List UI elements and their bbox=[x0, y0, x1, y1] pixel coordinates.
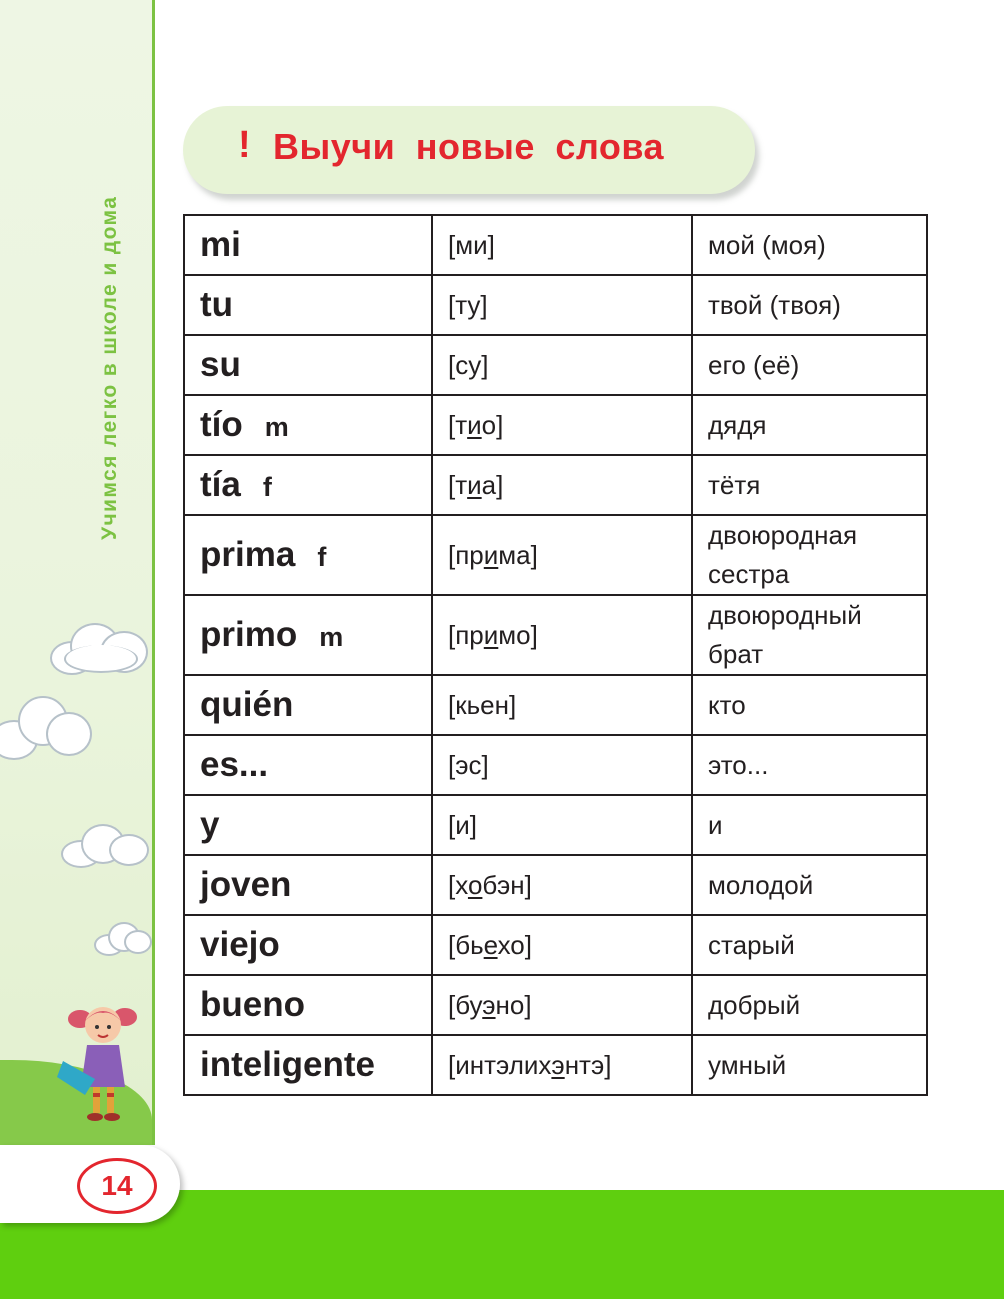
stressed-vowel: и bbox=[483, 619, 499, 650]
spanish-word-cell bbox=[184, 915, 432, 975]
spanish-word-cell bbox=[184, 1035, 432, 1095]
pronunciation-text: бэн] bbox=[482, 869, 532, 900]
pronunciation-cell bbox=[432, 515, 692, 595]
stressed-vowel: и bbox=[467, 409, 482, 440]
table-row bbox=[184, 675, 927, 735]
translation: твой (твоя) bbox=[708, 289, 841, 320]
pronunciation-cell bbox=[432, 215, 692, 275]
pronunciation-cell bbox=[432, 795, 692, 855]
spanish-word-cell bbox=[184, 275, 432, 335]
translation-cell bbox=[692, 855, 927, 915]
spanish-word: prima bbox=[200, 535, 296, 574]
translation-cell bbox=[692, 735, 927, 795]
table-row bbox=[184, 735, 927, 795]
table-row bbox=[184, 515, 927, 595]
table-row bbox=[184, 595, 927, 675]
pronunciation-text: [х bbox=[448, 869, 468, 900]
translation: молодой bbox=[708, 869, 814, 900]
spanish-word: tío bbox=[200, 405, 243, 444]
table-row bbox=[184, 395, 927, 455]
translation-cell bbox=[692, 595, 927, 675]
stressed-vowel: и bbox=[467, 469, 482, 500]
translation-cell bbox=[692, 515, 927, 595]
pronunciation-text: [пр bbox=[448, 539, 484, 570]
pronunciation-cell bbox=[432, 855, 692, 915]
title-banner bbox=[183, 106, 755, 194]
pronunciation-cell bbox=[432, 595, 692, 675]
page-number: 14 bbox=[77, 1158, 157, 1214]
spanish-word-cell bbox=[184, 675, 432, 735]
pronunciation-text: но] bbox=[495, 989, 532, 1020]
translation: кто bbox=[708, 689, 746, 720]
spanish-word-cell bbox=[184, 795, 432, 855]
pronunciation-text: [и] bbox=[448, 809, 477, 840]
translation: двоюродный брат bbox=[708, 600, 862, 669]
page-title: Выучи новые слова bbox=[273, 126, 665, 167]
cloud-icon bbox=[0, 690, 92, 760]
gender-marker: m bbox=[264, 412, 289, 442]
spanish-word-cell bbox=[184, 335, 432, 395]
cloud-icon bbox=[90, 920, 150, 954]
gender-marker: f bbox=[317, 542, 327, 572]
pronunciation-text: мо] bbox=[498, 619, 538, 650]
pronunciation-text: нтэ] bbox=[564, 1049, 612, 1080]
table-row bbox=[184, 855, 927, 915]
spanish-word: joven bbox=[200, 865, 292, 904]
spanish-word: y bbox=[200, 805, 220, 844]
table-row bbox=[184, 975, 927, 1035]
stressed-vowel: э bbox=[551, 1049, 565, 1080]
spanish-word: tu bbox=[200, 285, 234, 324]
spanish-word: su bbox=[200, 345, 241, 384]
pronunciation-text: [кьен] bbox=[448, 689, 517, 720]
table-row bbox=[184, 915, 927, 975]
translation: двоюродная сестра bbox=[708, 520, 858, 589]
translation: это... bbox=[708, 749, 769, 780]
pronunciation-cell bbox=[432, 915, 692, 975]
translation-cell bbox=[692, 455, 927, 515]
stressed-vowel: э bbox=[482, 989, 496, 1020]
table-row bbox=[184, 335, 927, 395]
spanish-word-cell bbox=[184, 975, 432, 1035]
spanish-word: es... bbox=[200, 745, 269, 784]
spanish-word-cell bbox=[184, 395, 432, 455]
spanish-word-cell bbox=[184, 735, 432, 795]
spanish-word: viejo bbox=[200, 925, 280, 964]
cloud-icon bbox=[40, 615, 152, 675]
table-row bbox=[184, 1035, 927, 1095]
pronunciation-text: а] bbox=[481, 469, 504, 500]
pronunciation-cell bbox=[432, 1035, 692, 1095]
translation-cell bbox=[692, 215, 927, 275]
girl-illustration bbox=[55, 995, 150, 1125]
translation: и bbox=[708, 809, 723, 840]
pronunciation-text: [т bbox=[448, 469, 468, 500]
translation: тётя bbox=[708, 469, 761, 500]
stressed-vowel: и bbox=[483, 539, 499, 570]
spanish-word: primo bbox=[200, 615, 298, 654]
pronunciation-text: [ми] bbox=[448, 229, 495, 260]
translation: старый bbox=[708, 929, 795, 960]
spanish-word-cell bbox=[184, 215, 432, 275]
side-strip bbox=[0, 0, 155, 1145]
translation-cell bbox=[692, 275, 927, 335]
spanish-word: inteligente bbox=[200, 1045, 376, 1084]
stressed-vowel: е bbox=[483, 929, 498, 960]
translation-cell bbox=[692, 395, 927, 455]
spanish-word: quién bbox=[200, 685, 294, 724]
pronunciation-text: [т bbox=[448, 409, 468, 440]
translation-cell bbox=[692, 915, 927, 975]
exclamation-icon: ! bbox=[238, 124, 251, 166]
translation-cell bbox=[692, 975, 927, 1035]
translation: добрый bbox=[708, 989, 801, 1020]
stressed-vowel: о bbox=[467, 869, 483, 900]
pronunciation-text: о] bbox=[481, 409, 504, 440]
translation-cell bbox=[692, 335, 927, 395]
table-row bbox=[184, 455, 927, 515]
spanish-word-cell bbox=[184, 595, 432, 675]
pronunciation-cell bbox=[432, 455, 692, 515]
translation: мой (моя) bbox=[708, 229, 826, 260]
spanish-word-cell bbox=[184, 515, 432, 595]
pronunciation-cell bbox=[432, 675, 692, 735]
pronunciation-text: [интэлих bbox=[448, 1049, 552, 1080]
spanish-word: mi bbox=[200, 225, 241, 264]
spanish-word: bueno bbox=[200, 985, 305, 1024]
table-row bbox=[184, 215, 927, 275]
translation-cell bbox=[692, 1035, 927, 1095]
pronunciation-text: [ту] bbox=[448, 289, 488, 320]
pronunciation-text: хо] bbox=[497, 929, 532, 960]
translation-cell bbox=[692, 675, 927, 735]
translation: его (её) bbox=[708, 349, 800, 380]
pronunciation-text: [бь bbox=[448, 929, 484, 960]
spanish-word: tía bbox=[200, 465, 241, 504]
pronunciation-text: [бу bbox=[448, 989, 483, 1020]
table-row bbox=[184, 275, 927, 335]
side-caption: Учимся легко в школе и дома bbox=[98, 195, 121, 540]
cloud-icon bbox=[55, 820, 150, 868]
pronunciation-text: [су] bbox=[448, 349, 489, 380]
gender-marker: f bbox=[262, 472, 272, 502]
pronunciation-cell bbox=[432, 735, 692, 795]
pronunciation-text: [эс] bbox=[448, 749, 489, 780]
translation: умный bbox=[708, 1049, 787, 1080]
gender-marker: m bbox=[319, 622, 344, 652]
pronunciation-cell bbox=[432, 395, 692, 455]
table-row bbox=[184, 795, 927, 855]
spanish-word-cell bbox=[184, 455, 432, 515]
pronunciation-cell bbox=[432, 975, 692, 1035]
pronunciation-text: [пр bbox=[448, 619, 484, 650]
pronunciation-cell bbox=[432, 275, 692, 335]
spanish-word-cell bbox=[184, 855, 432, 915]
translation-cell bbox=[692, 795, 927, 855]
vocabulary-table bbox=[183, 214, 928, 1096]
pronunciation-cell bbox=[432, 335, 692, 395]
pronunciation-text: ма] bbox=[498, 539, 538, 570]
translation: дядя bbox=[708, 409, 767, 440]
